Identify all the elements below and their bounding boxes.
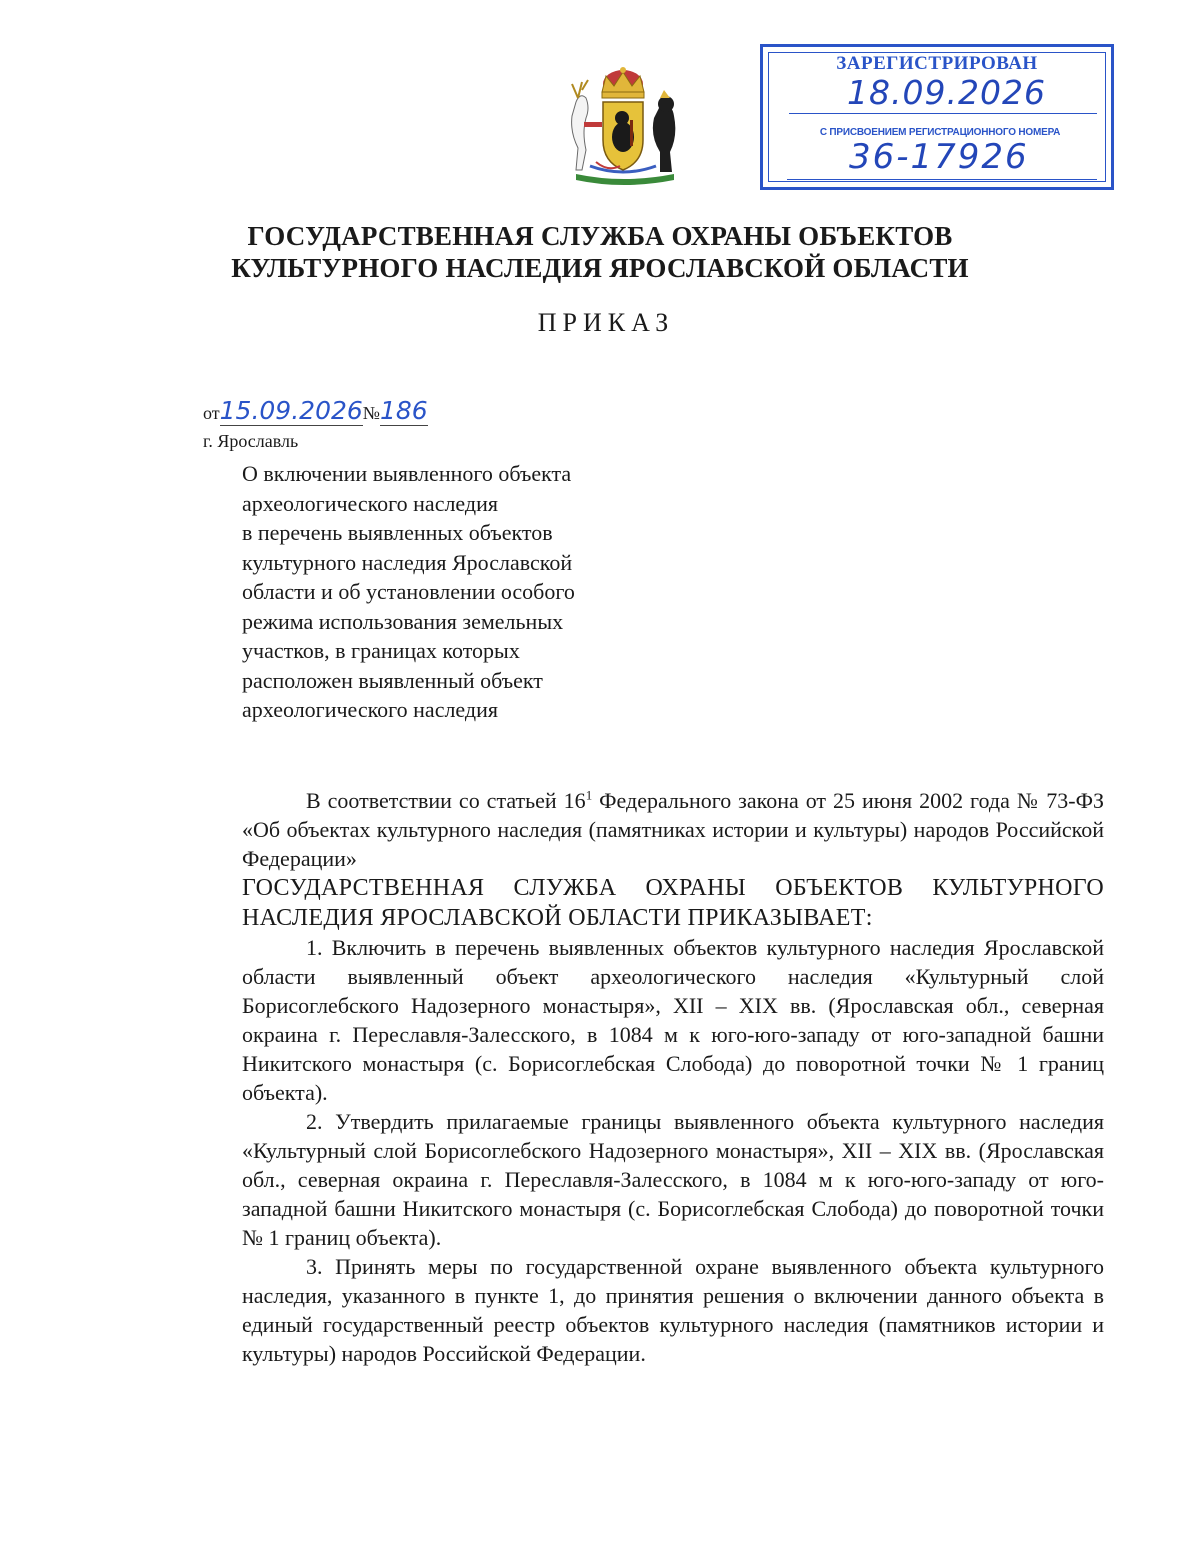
order-city: г. Ярославль [203, 431, 299, 451]
order-date-number-line [203, 396, 428, 425]
crown-icon [602, 67, 644, 98]
subject-line: области и об установлении особого [242, 579, 575, 604]
order-item-2: 2. Утвердить прилагаемые границы выявленного объекта культурного наследия «Культурный слой Борисоглебского Надозерного монастыря», XII – XIX вв. (Ярославская обл., северная окраина г. Переславля-Залесского, в 1084 м к юго-юго-западу от юго-западной башни Никитского монастыря (с. Борисоглебская Слобода) до поворотной точки № 1 границ объекта). [242, 1109, 1104, 1250]
order-item-3: 3. Принять меры по государственной охране выявленного объекта культурного наследия, указанного в пункте 1, до принятия решения о включении данного объекта в единый государственный реестр объектов культурного наследия (памятников истории и культуры) народов Российской Федерации. [242, 1254, 1104, 1366]
order-subject [242, 459, 662, 725]
subject-line: археологического наследия [242, 490, 498, 516]
subject-line: расположен выявленный объект [242, 667, 543, 693]
intro-paragraph [242, 786, 1104, 873]
registration-stamp [760, 44, 1114, 190]
organization-title [150, 220, 1050, 284]
order-number: 186 [379, 396, 428, 425]
stamp-date: 18.09.2026 [847, 73, 1046, 112]
subject-line: участков, в границах которых [242, 638, 520, 663]
number-prefix: № [362, 403, 380, 423]
intro-text-continued: Федерального закона от 25 июня 2002 года № 73-ФЗ «Об объектах культурного наследия (памятниках истории и культуры) народов Российской Федерации» [242, 788, 1104, 871]
stamp-caption: С ПРИСВОЕНИЕМ РЕГИСТРАЦИОННОГО НОМЕРА [819, 127, 1061, 138]
organization-title-line: ГОСУДАРСТВЕННАЯ СЛУЖБА ОХРАНЫ ОБЪЕКТОВ [247, 221, 953, 251]
stamp-title: ЗАРЕГИСТРИРОВАН [836, 53, 1038, 74]
stag-supporter-icon [572, 80, 602, 170]
stamp-registration-number: 36-17926 [849, 137, 1029, 177]
date-prefix: от [203, 403, 220, 423]
order-body [242, 786, 1104, 1368]
organization-title-line: КУЛЬТУРНОГО НАСЛЕДИЯ ЯРОСЛАВСКОЙ ОБЛАСТИ [231, 253, 969, 283]
subject-line: археологического наследия [242, 697, 498, 722]
stamp-divider [789, 113, 1097, 114]
coat-of-arms-logo [556, 62, 690, 190]
subject-line: в перечень выявленных объектов [242, 520, 553, 545]
stamp-divider [787, 179, 1097, 180]
bear-supporter-icon [653, 90, 675, 172]
intro-text: В соответствии со статьей 16 [306, 788, 586, 813]
article-superscript: 1 [585, 787, 593, 803]
subject-line: культурного наследия Ярославской [242, 549, 573, 575]
subject-line: О включении выявленного объекта [242, 461, 572, 486]
order-date: 15.09.2026 [219, 396, 363, 425]
directive-paragraph: ГОСУДАРСТВЕННАЯ СЛУЖБА ОХРАНЫ ОБЪЕКТОВ КУЛЬТУРНОГО НАСЛЕДИЯ ЯРОСЛАВСКОЙ ОБЛАСТИ ПРИКАЗЫВАЕТ: [242, 875, 1104, 931]
subject-line: режима использования земельных [242, 608, 564, 634]
order-item-1: 1. Включить в перечень выявленных объектов культурного наследия Ярославской области выявленный объект археологического наследия «Культурный слой Борисоглебского Надозерного монастыря», XII – XIX вв. (Ярославская обл., северная окраина г. Переславля-Залесского, в 1084 м к юго-юго-западу от юго-западной башни Никитского монастыря (с. Борисоглебская Слобода) до поворотной точки № 1 границ объекта). [242, 935, 1104, 1105]
document-type-heading: ПРИКАЗ [537, 308, 675, 337]
